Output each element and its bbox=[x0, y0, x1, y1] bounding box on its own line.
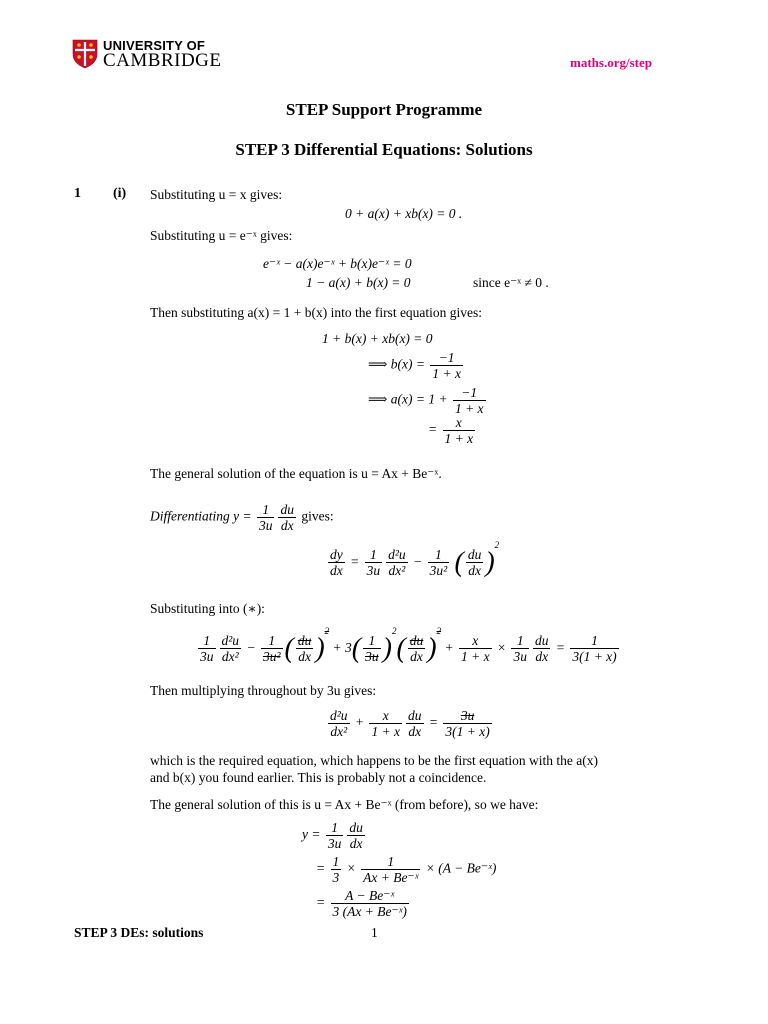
bx-label: b(x) = bbox=[390, 356, 425, 372]
numerator: 1 bbox=[326, 820, 344, 836]
equation-1: 0 + a(x) + xb(x) = 0 . bbox=[345, 206, 463, 221]
fraction bbox=[533, 633, 551, 664]
y-equals: y = bbox=[302, 826, 321, 842]
numerator: dy bbox=[330, 547, 343, 563]
denominator: dx bbox=[535, 649, 549, 665]
document-title: STEP 3 Differential Equations: Solutions bbox=[235, 140, 533, 159]
implies-symbol: ⟹ bbox=[368, 391, 388, 407]
question-part: (i) bbox=[113, 186, 127, 201]
fraction bbox=[406, 708, 424, 739]
then-sub-text: Then substituting a(x) = 1 + b(x) into the first equation gives: bbox=[150, 305, 483, 320]
numerator: du bbox=[297, 633, 312, 649]
fraction bbox=[328, 547, 345, 578]
numerator: 1 bbox=[261, 633, 283, 649]
numerator: 1 bbox=[332, 854, 340, 869]
denominator: dx bbox=[408, 724, 422, 739]
denominator: Ax + Be⁻ˣ bbox=[363, 870, 419, 885]
denominator: dx bbox=[280, 518, 294, 533]
equation-2a: e⁻ˣ − a(x)e⁻ˣ + b(x)e⁻ˣ = 0 bbox=[263, 256, 412, 271]
times-symbol: × bbox=[496, 640, 507, 655]
equation-3c bbox=[368, 385, 488, 416]
equation-3a: 1 + b(x) + xb(x) = 0 bbox=[322, 331, 433, 346]
denominator: dx² bbox=[221, 649, 239, 665]
left-paren: ( bbox=[284, 632, 294, 664]
denominator: dx bbox=[468, 563, 481, 579]
equation-2b: 1 − a(x) + b(x) = 0 bbox=[306, 275, 411, 290]
denominator: dx² bbox=[330, 724, 348, 739]
denominator: 3 (Ax + Be⁻ˣ) bbox=[332, 904, 407, 919]
numerator: x bbox=[369, 708, 402, 724]
denominator: 1 + x bbox=[460, 649, 490, 665]
equals-symbol: = bbox=[316, 860, 326, 876]
numerator: −1 bbox=[430, 350, 463, 366]
times-symbol: × bbox=[425, 860, 435, 876]
fraction bbox=[331, 854, 342, 885]
denominator: dx bbox=[330, 563, 343, 579]
plus-symbol: + bbox=[354, 714, 365, 730]
fraction bbox=[430, 350, 463, 381]
general-solution-1: The general solution of the equation is u = Ax + Be⁻ˣ. bbox=[150, 466, 442, 481]
equals-symbol: = bbox=[428, 714, 439, 730]
equals-symbol: = bbox=[350, 554, 360, 569]
question-number: 1 bbox=[74, 186, 81, 201]
fraction bbox=[459, 633, 492, 664]
left-paren: ( bbox=[396, 632, 406, 664]
numerator: 1 bbox=[511, 633, 529, 649]
left-paren: ( bbox=[454, 546, 464, 578]
y-equation-3 bbox=[316, 888, 411, 919]
fraction bbox=[443, 415, 476, 446]
sub-u-x-text: Substituting u = x gives: bbox=[150, 187, 283, 202]
numerator: −1 bbox=[453, 385, 486, 401]
fraction bbox=[428, 547, 450, 578]
numerator: A − Be⁻ˣ bbox=[331, 888, 409, 904]
equation-2c: since e⁻ˣ ≠ 0 . bbox=[473, 275, 549, 290]
page-number: 1 bbox=[371, 925, 378, 940]
equals-symbol: = bbox=[428, 421, 438, 437]
numerator: 1 bbox=[198, 633, 216, 649]
denominator: 1 + x bbox=[444, 431, 474, 446]
denominator: 3u bbox=[366, 563, 381, 579]
maths-org-link[interactable]: maths.org/step bbox=[570, 55, 652, 70]
crest-icon bbox=[72, 39, 98, 69]
numerator: 3u bbox=[443, 708, 491, 724]
fraction bbox=[453, 385, 486, 416]
diff-pre: Differentiating y = bbox=[150, 508, 252, 524]
fraction bbox=[331, 888, 409, 919]
dy-dx-equation bbox=[326, 540, 499, 578]
equals-symbol: = bbox=[316, 894, 326, 910]
denominator: dx bbox=[349, 836, 363, 851]
y-equation-2 bbox=[316, 854, 496, 885]
denominator: 3u bbox=[327, 836, 342, 851]
equation-3b bbox=[368, 350, 465, 381]
which-text-2: and b(x) you found earlier. This is probably not a coincidence. bbox=[150, 770, 487, 785]
logo-line-2: CAMBRIDGE bbox=[103, 50, 222, 71]
denominator: 3u² bbox=[262, 649, 281, 665]
general-solution-2: The general solution of this is u = Ax + Be⁻ˣ (from before), so we have: bbox=[150, 797, 539, 812]
fraction bbox=[198, 633, 216, 664]
fraction bbox=[365, 547, 383, 578]
footer-title: STEP 3 DEs: solutions bbox=[74, 925, 204, 940]
exponent: 2 bbox=[436, 626, 442, 636]
minus-symbol: − bbox=[246, 640, 256, 655]
left-paren: ( bbox=[351, 632, 362, 664]
fraction bbox=[363, 633, 381, 664]
a-minus-be: (A − Be⁻ˣ) bbox=[438, 860, 497, 876]
fraction bbox=[261, 633, 283, 664]
programme-title: STEP Support Programme bbox=[285, 100, 483, 119]
right-paren: ) bbox=[315, 632, 325, 664]
differentiating-line bbox=[150, 502, 334, 533]
fraction bbox=[257, 502, 275, 533]
right-paren: ) bbox=[485, 546, 495, 578]
multiplying-text: Then multiplying throughout by 3u gives: bbox=[150, 683, 377, 698]
logo-line-1: UNIVERSITY OF bbox=[103, 38, 206, 53]
denominator: 3(1 + x) bbox=[572, 649, 617, 665]
fraction bbox=[466, 547, 484, 578]
required-equation bbox=[326, 708, 494, 739]
numerator: du bbox=[409, 633, 424, 649]
implies-symbol: ⟹ bbox=[368, 356, 388, 372]
denominator: dx bbox=[410, 649, 423, 665]
denominator: 1 + x bbox=[454, 401, 484, 416]
exponent: 2 bbox=[391, 626, 397, 636]
denominator: 3(1 + x) bbox=[445, 724, 490, 739]
equals-symbol: = bbox=[555, 640, 565, 655]
substituting-into-text: Substituting into (∗): bbox=[150, 601, 265, 616]
minus-symbol: − bbox=[413, 554, 423, 569]
plus-three: + 3 bbox=[332, 640, 352, 655]
numerator: x bbox=[443, 415, 476, 431]
fraction bbox=[220, 633, 242, 664]
numerator: d²u bbox=[388, 547, 406, 563]
numerator: 1 bbox=[428, 547, 450, 563]
numerator: du bbox=[534, 633, 549, 649]
denominator: dx bbox=[298, 649, 311, 665]
fraction bbox=[326, 820, 344, 851]
fraction bbox=[570, 633, 618, 664]
denominator: 1 + x bbox=[371, 724, 401, 739]
fraction bbox=[328, 708, 350, 739]
numerator: 1 bbox=[570, 633, 618, 649]
denominator: dx² bbox=[388, 563, 406, 579]
fraction bbox=[408, 633, 426, 664]
right-paren: ) bbox=[382, 632, 392, 664]
fraction bbox=[443, 708, 491, 739]
equation-3d bbox=[428, 415, 477, 446]
university-logo bbox=[72, 38, 232, 72]
denominator: 3u bbox=[513, 649, 527, 665]
times-symbol: × bbox=[346, 860, 356, 876]
numerator: du bbox=[349, 820, 363, 835]
numerator: 1 bbox=[361, 854, 420, 870]
fraction bbox=[347, 820, 365, 851]
plus-symbol: + bbox=[444, 640, 454, 655]
numerator: du bbox=[408, 708, 422, 723]
numerator: 1 bbox=[363, 633, 381, 649]
exponent: 2 bbox=[494, 540, 500, 550]
which-text-1: which is the required equation, which happens to be the first equation with the a(x) bbox=[150, 753, 598, 768]
fraction bbox=[296, 633, 314, 664]
numerator: 1 bbox=[257, 502, 275, 518]
denominator: 1 + x bbox=[432, 366, 461, 381]
denominator: 3u bbox=[258, 518, 273, 533]
numerator: du bbox=[467, 547, 482, 563]
numerator: 1 bbox=[365, 547, 383, 563]
y-equation-1 bbox=[302, 820, 367, 851]
fraction bbox=[369, 708, 402, 739]
numerator: x bbox=[459, 633, 492, 649]
fraction bbox=[361, 854, 420, 885]
denominator: 3 bbox=[332, 870, 340, 885]
long-equation bbox=[196, 626, 621, 664]
sub-u-ex-text: Substituting u = e⁻ˣ gives: bbox=[150, 228, 293, 243]
denominator: 3u bbox=[200, 649, 214, 665]
numerator: du bbox=[280, 502, 294, 517]
exponent: 2 bbox=[324, 626, 330, 636]
right-paren: ) bbox=[427, 632, 437, 664]
fraction bbox=[278, 502, 296, 533]
denominator: 3u bbox=[365, 649, 379, 665]
ax-label: a(x) = 1 + bbox=[390, 391, 448, 407]
fraction bbox=[386, 547, 408, 578]
denominator: 3u² bbox=[429, 563, 448, 579]
numerator: d²u bbox=[221, 633, 240, 649]
fraction bbox=[511, 633, 529, 664]
numerator: d²u bbox=[330, 708, 348, 723]
diff-post: gives: bbox=[301, 508, 334, 524]
